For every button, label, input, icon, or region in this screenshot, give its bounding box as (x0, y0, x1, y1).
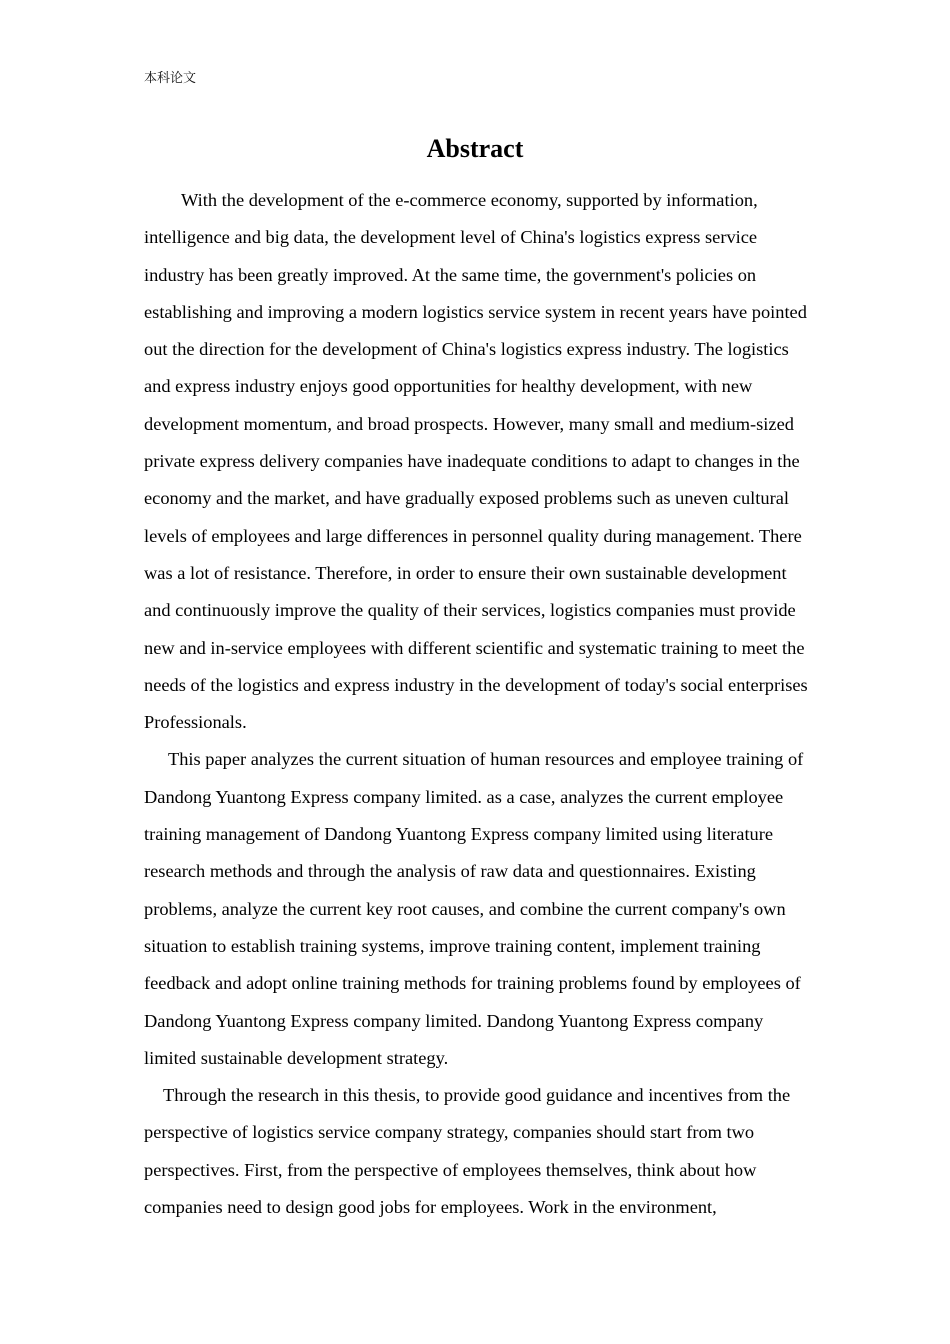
abstract-paragraph-3: Through the research in this thesis, to provide good guidance and incentives from the perspective of logistics service company strategy, companies should start from two perspectives. First, from the perspective of employees themselves, think about how companies need to design good jobs for employees. Work in the environment, (144, 1085, 795, 1218)
abstract-title: Abstract (426, 134, 524, 163)
abstract-paragraph-2: This paper analyzes the current situation of human resources and employee training of Dandong Yuantong Express company limited. as a case, analyzes the current employee training management of Dandong Yuantong Express company limited using literature research methods and through the analysis of raw data and questionnaires. Existing problems, analyze the current key root causes, and combine the current company's own situation to establish training systems, improve training content, implement training feedback and adopt online training methods for training problems found by employees of Dandong Yuantong Express company limited. Dandong Yuantong Express company limited sustainable development strategy. (144, 749, 808, 1068)
abstract-body (144, 182, 813, 1226)
running-header: 本科论文 (144, 71, 197, 86)
abstract-paragraph-1: With the development of the e-commerce economy, supported by information, intelligence and big data, the development level of China's logistics express service industry has been greatly improved. At the same time, the government's policies on establishing and improving a modern logistics service system in recent years have pointed out the direction for the development of China's logistics express industry. The logistics and express industry enjoys good opportunities for healthy development, with new development momentum, and broad prospects. However, many small and medium-sized private express delivery companies have inadequate conditions to adapt to changes in the economy and the market, and have gradually exposed problems such as uneven cultural levels of employees and large differences in personnel quality during management. There was a lot of resistance. Therefore, in order to ensure their own sustainable development and continuously improve the quality of their services, logistics companies must provide new and in-service employees with different scientific and systematic training to meet the needs of the logistics and express industry in the development of today's social enterprises Professionals. (144, 190, 813, 733)
